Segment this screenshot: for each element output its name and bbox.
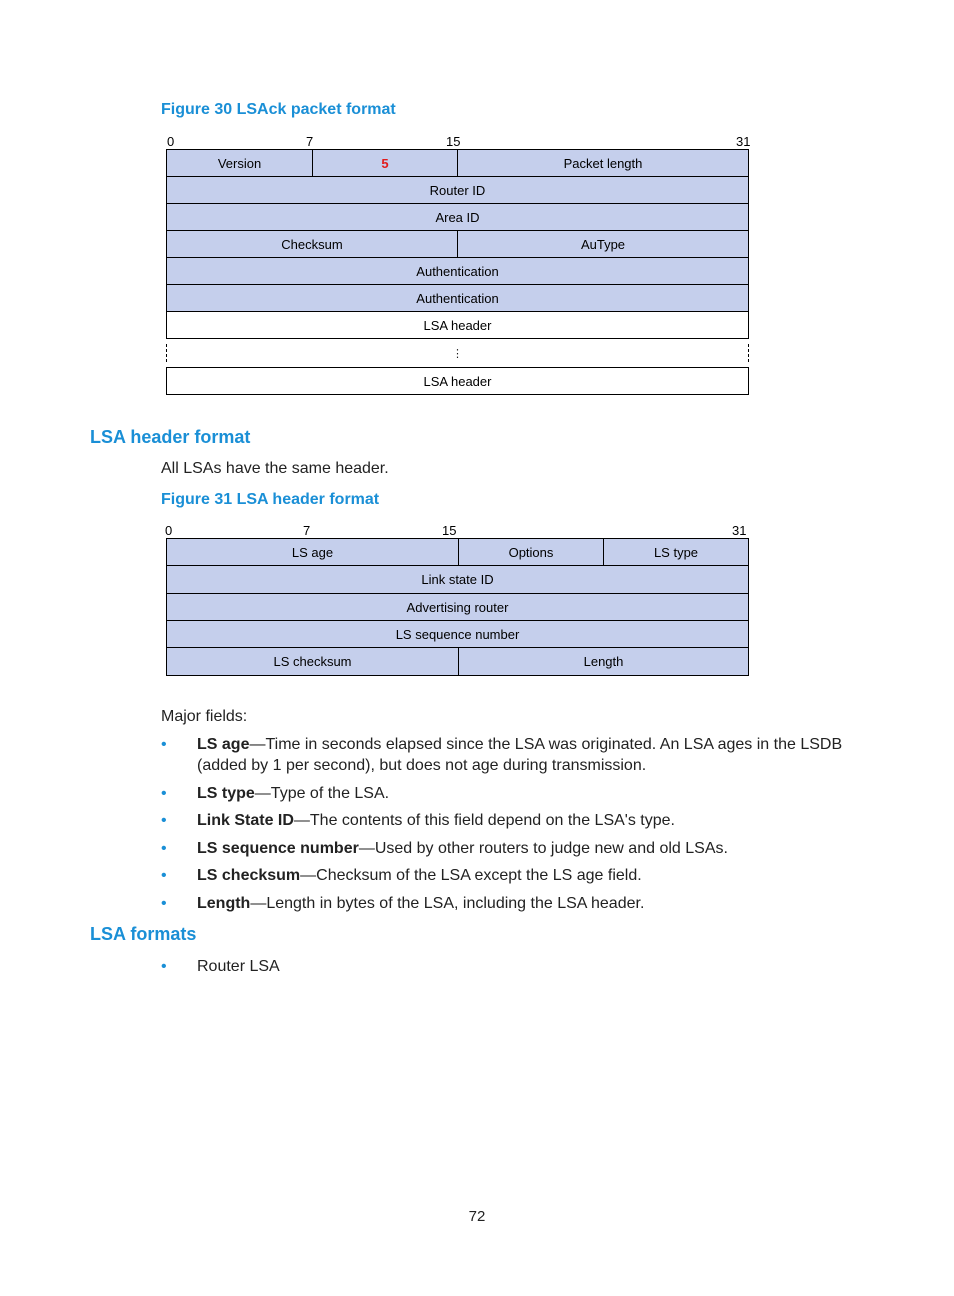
bit-label-15: 15	[446, 134, 461, 149]
field-version: Version	[166, 149, 313, 177]
section-heading-lsa-formats: LSA formats	[90, 924, 197, 944]
field-area-id: Area ID	[166, 203, 749, 231]
field-description: —Used by other routers to judge new and old LSAs.	[358, 840, 728, 857]
field-lsa-header-1: LSA header	[166, 311, 749, 339]
field-description: —Length in bytes of the LSA, including the LSA header.	[250, 895, 645, 912]
field-term: LS age	[197, 736, 250, 753]
section-heading-lsa-header-format: LSA header format	[90, 427, 251, 447]
field-ls-age: LS age	[166, 538, 459, 566]
field-ls-type: LS type	[603, 538, 749, 566]
vertical-ellipsis-icon: ⋮	[452, 347, 463, 360]
list-item-text	[197, 734, 871, 776]
field-ls-checksum: LS checksum	[166, 647, 459, 676]
bullet-icon: •	[161, 812, 167, 829]
field-type-value: 5	[312, 149, 458, 177]
list-item-text	[197, 838, 871, 859]
list-item-text	[197, 865, 871, 886]
figure-30-caption: Figure 30 LSAck packet format	[161, 101, 396, 118]
bit-label-31: 31	[732, 523, 747, 538]
page-number: 72	[468, 1208, 486, 1225]
field-description: —The contents of this field depend on the LSA's type.	[293, 812, 675, 829]
bit-label-7: 7	[306, 134, 314, 149]
field-term: LS checksum	[197, 867, 301, 884]
field-length: Length	[458, 647, 749, 676]
bit-label-7: 7	[303, 523, 311, 538]
field-authentication-2: Authentication	[166, 284, 749, 312]
field-description: —Time in seconds elapsed since the LSA was originated. An LSA ages in the LSDB (added by 1 per second), but does not age during transmission.	[197, 736, 843, 774]
list-item-text: Router LSA	[197, 958, 280, 975]
field-autype: AuType	[457, 230, 749, 258]
bullet-icon: •	[161, 958, 167, 975]
bit-label-31: 31	[736, 134, 751, 149]
bullet-icon: •	[161, 785, 167, 802]
field-term: Link State ID	[197, 812, 294, 829]
field-ellipsis-row	[166, 339, 749, 367]
field-term: Length	[197, 895, 251, 912]
major-fields-label: Major fields:	[161, 708, 248, 725]
field-link-state-id: Link state ID	[166, 565, 749, 594]
field-advertising-router: Advertising router	[166, 593, 749, 621]
list-item	[161, 734, 871, 778]
bullet-icon: •	[161, 736, 167, 753]
field-term: LS sequence number	[197, 840, 359, 857]
field-checksum: Checksum	[166, 230, 458, 258]
list-item-text	[197, 810, 871, 831]
field-description: —Type of the LSA.	[254, 785, 390, 802]
bullet-icon: •	[161, 867, 167, 884]
bit-label-0: 0	[165, 523, 173, 538]
list-item-text	[197, 893, 871, 914]
field-lsa-header-2: LSA header	[166, 367, 749, 395]
bullet-icon: •	[161, 840, 167, 857]
bullet-icon: •	[161, 895, 167, 912]
list-item-text	[197, 783, 871, 804]
field-packet-length: Packet length	[457, 149, 749, 177]
field-options: Options	[458, 538, 604, 566]
field-authentication-1: Authentication	[166, 257, 749, 285]
field-router-id: Router ID	[166, 176, 749, 204]
field-description: —Checksum of the LSA except the LS age field.	[300, 867, 642, 884]
bit-label-0: 0	[167, 134, 175, 149]
intro-paragraph: All LSAs have the same header.	[161, 460, 389, 477]
bit-label-15: 15	[442, 523, 457, 538]
field-term: LS type	[197, 785, 255, 802]
field-ls-sequence-number: LS sequence number	[166, 620, 749, 648]
figure-31-caption: Figure 31 LSA header format	[161, 491, 380, 508]
